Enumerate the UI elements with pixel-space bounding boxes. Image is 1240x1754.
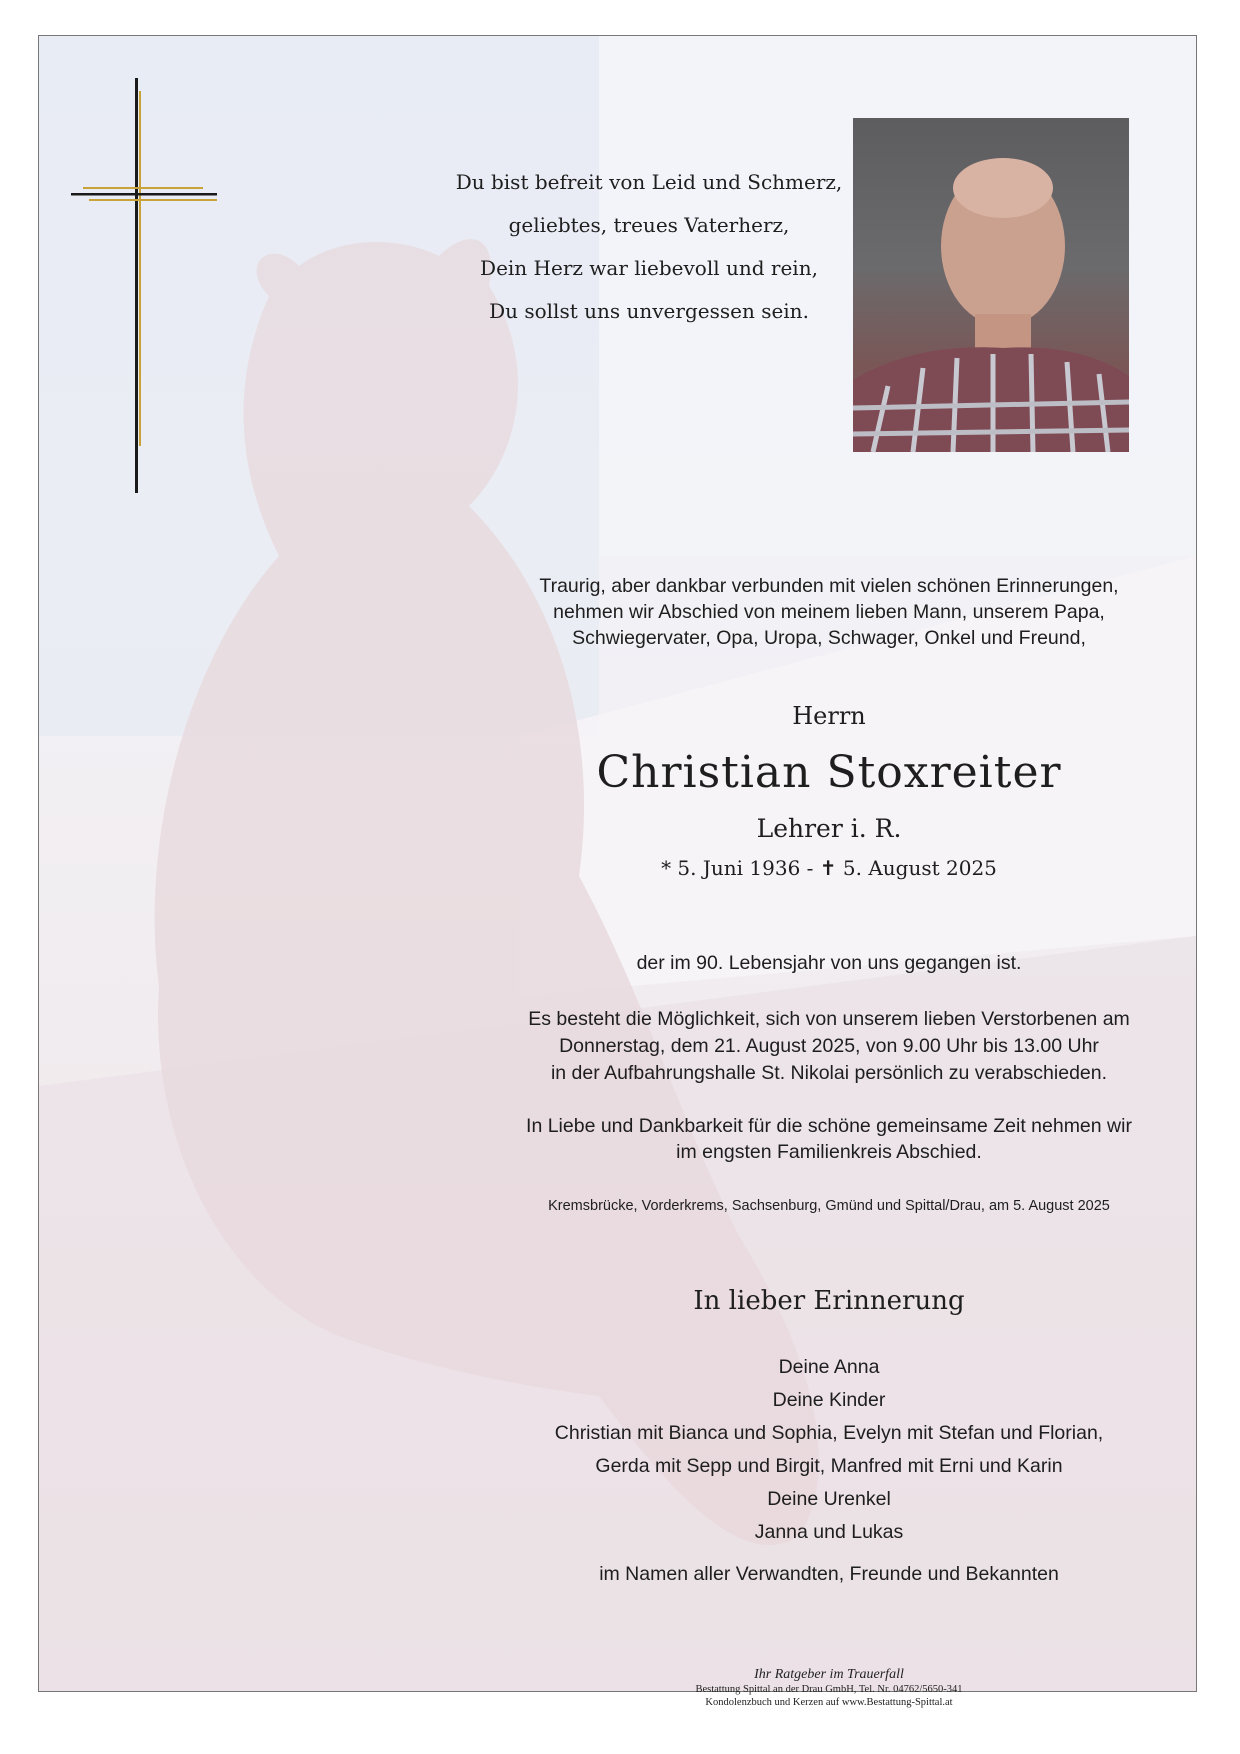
verse-line: Dein Herz war liebevoll und rein,	[480, 256, 818, 280]
footer-slogan: Ihr Ratgeber im Trauerfall	[754, 1667, 904, 1682]
viewing-line: in der Aufbahrungshalle St. Nikolai persönlich zu verabschieden.	[550, 1062, 1108, 1084]
mourner-line: Deine Kinder	[772, 1389, 886, 1411]
age-line: der im 90. Lebensjahr von uns gegangen ist.	[636, 952, 1022, 974]
mourner-line: Christian mit Bianca und Sophia, Evelyn mit Stefan und Florian,	[554, 1422, 1104, 1444]
footer-company: Bestattung Spittal an der Drau GmbH, Tel. Nr. 04762/5650-341	[695, 1684, 963, 1695]
viewing-line: Donnerstag, dem 21. August 2025, von 9.00 Uhr bis 13.00 Uhr	[559, 1035, 1099, 1057]
memory-title: In lieber Erinnerung	[693, 1286, 965, 1316]
cross-icon	[39, 36, 259, 516]
footer-web: Kondolenzbuch und Kerzen auf www.Bestattung-Spittal.at	[705, 1697, 953, 1708]
verse-line: Du sollst uns unvergessen sein.	[489, 299, 809, 323]
intro-line: Traurig, aber dankbar verbunden mit vielen schönen Erinnerungen,	[539, 575, 1119, 597]
place-and-date: Kremsbrücke, Vorderkrems, Sachsenburg, Gmünd und Spittal/Drau, am 5. August 2025	[548, 1198, 1110, 1214]
verse-line: geliebtes, treues Vaterherz,	[508, 213, 790, 237]
closing-line: im Namen aller Verwandten, Freunde und Bekannten	[599, 1563, 1059, 1585]
intro-text	[469, 573, 1189, 651]
mourner-line: Gerda mit Sepp und Birgit, Manfred mit Erni und Karin	[595, 1455, 1063, 1477]
farewell-text	[469, 1113, 1189, 1165]
mourners-list	[469, 1351, 1189, 1549]
farewell-line: In Liebe und Dankbarkeit für die schöne gemeinsame Zeit nehmen wir	[526, 1115, 1132, 1137]
salutation: Herrn	[792, 702, 866, 730]
intro-line: nehmen wir Abschied von meinem lieben Mann, unserem Papa,	[553, 601, 1105, 623]
mourner-line: Janna und Lukas	[754, 1521, 904, 1543]
verse-line: Du bist befreit von Leid und Schmerz,	[455, 170, 843, 194]
obituary-card	[38, 35, 1197, 1708]
deceased-occupation: Lehrer i. R.	[756, 814, 902, 843]
life-dates: * 5. Juni 1936 - ✝ 5. August 2025	[661, 856, 997, 880]
viewing-line: Es besteht die Möglichkeit, sich von unserem lieben Verstorbenen am	[528, 1008, 1130, 1030]
viewing-info	[469, 1006, 1189, 1087]
mourner-line: Deine Anna	[778, 1356, 880, 1378]
deceased-name: Christian Stoxreiter	[596, 747, 1062, 798]
farewell-line: im engsten Familienkreis Abschied.	[676, 1141, 982, 1163]
mourner-line: Deine Urenkel	[767, 1488, 891, 1510]
memorial-verse	[399, 161, 899, 333]
funeral-home-footer	[629, 1666, 1029, 1709]
intro-line: Schwiegervater, Opa, Uropa, Schwager, Onkel und Freund,	[572, 627, 1086, 649]
